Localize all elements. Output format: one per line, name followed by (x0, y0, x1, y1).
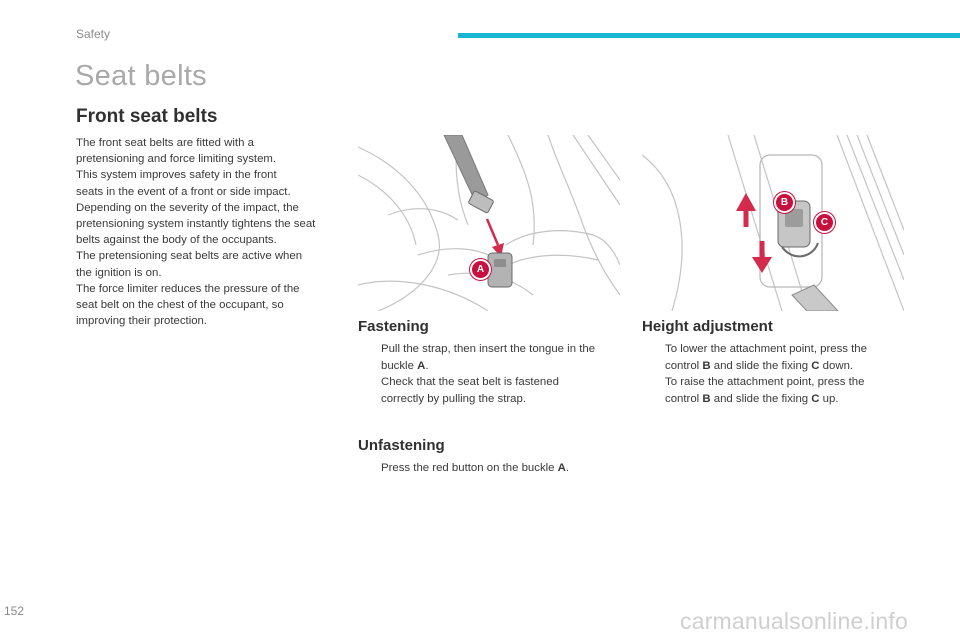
unfastening-list (358, 460, 628, 477)
list-item: To raise the attachment point, press the control B and slide the fixing C up. (665, 376, 865, 405)
intro-line: belts against the body of the occupants. (76, 234, 277, 247)
list-item: Press the red button on the buckle A. (381, 462, 570, 474)
callout-label: B (780, 197, 789, 208)
callout-a-badge (470, 259, 491, 280)
intro-line: seat belt on the chest of the occupant, so (76, 299, 284, 312)
fastening-heading: Fastening (358, 318, 429, 335)
intro-text (76, 135, 346, 329)
height-adjuster-illustration (642, 135, 904, 311)
intro-line: pretensioning and force limiting system. (76, 153, 277, 166)
intro-line: The front seat belts are fitted with a (76, 137, 254, 149)
unfastening-heading: Unfastening (358, 437, 445, 454)
list-item: To lower the attachment point, press the control B and slide the fixing C down. (665, 343, 867, 372)
seatbelt-buckle-illustration (358, 135, 620, 311)
callout-label: A (476, 264, 485, 275)
intro-line: The force limiter reduces the pressure of the (76, 282, 300, 295)
callout-label: C (820, 217, 829, 228)
section-label: Safety (76, 27, 111, 41)
section-subtitle: Front seat belts (76, 106, 218, 127)
intro-line: seats in the event of a front or side impact. (76, 185, 291, 198)
intro-line: This system improves safety in the front (76, 169, 277, 182)
list-item: Check that the seat belt is fastened correctly by pulling the strap. (381, 376, 559, 405)
intro-line: The pretensioning seat belts are active when (76, 250, 303, 263)
intro-line: pretensioning system instantly tightens the seat (76, 218, 316, 231)
page-number: 152 (4, 604, 25, 618)
intro-line: improving their protection. (76, 315, 208, 328)
list-item: Pull the strap, then insert the tongue in the buckle A. (381, 343, 596, 372)
callout-c-badge (814, 212, 835, 233)
height-adjustment-list (642, 341, 912, 407)
page-title: Seat belts (75, 60, 207, 92)
callout-b-badge (774, 192, 795, 213)
height-adjustment-heading: Height adjustment (642, 318, 773, 335)
intro-line: the ignition is on. (76, 266, 162, 279)
intro-line: Depending on the severity of the impact, the (76, 201, 299, 214)
fastening-list (358, 341, 628, 407)
watermark: carmanualsonline.info (680, 608, 908, 634)
header-accent-bar (458, 33, 960, 38)
